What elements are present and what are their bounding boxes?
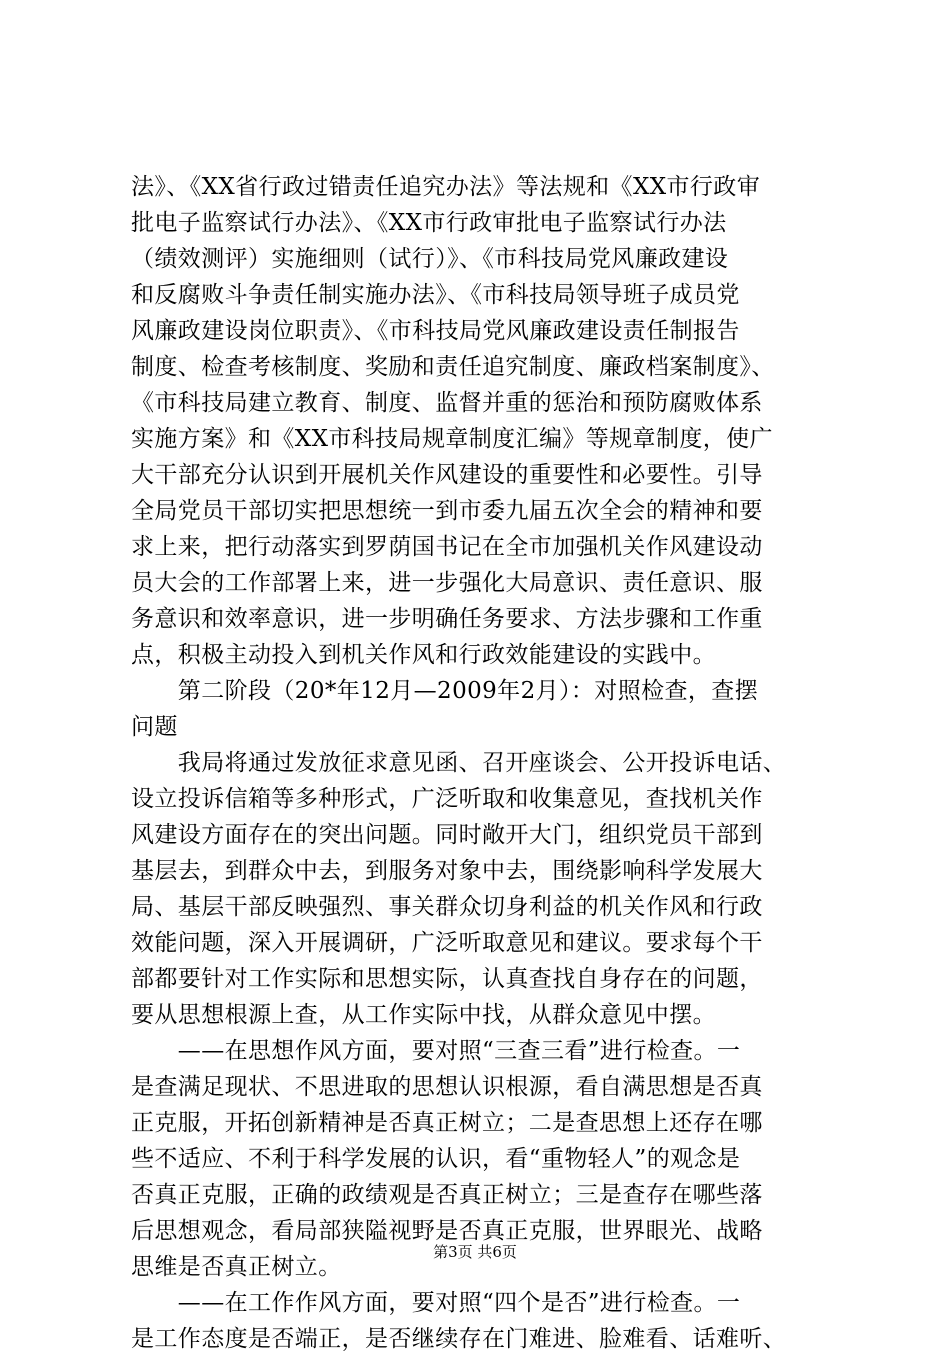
- text-line: 否真正克服，正确的政绩观是否真正树立；三是查存在哪些落: [131, 1182, 763, 1208]
- text-line: 实施方案》和《XX市科技局规章制度汇编》等规章制度，使广: [131, 426, 773, 452]
- text-line: 风廉政建设岗位职责》、《市科技局党风廉政建设责任制报告: [131, 318, 740, 344]
- text-line: 风建设方面存在的突出问题。同时敞开大门，组织党员干部到: [131, 822, 763, 848]
- text-line: 些不适应、不利于科学发展的认识，看“重物轻人”的观念是: [131, 1146, 741, 1172]
- text-line: 是工作态度是否端正，是否继续存在门难进、脸难看、话难听、: [131, 1326, 787, 1352]
- text-line: ——在工作作风方面，要对照“四个是否”进行检查。一: [131, 1290, 741, 1316]
- text-line: 批电子监察试行办法》、《XX市行政审批电子监察试行办法: [131, 210, 727, 236]
- text-line: ——在思想作风方面，要对照“三查三看”进行检查。一: [131, 1038, 741, 1064]
- text-line: 基层去，到群众中去，到服务对象中去，围绕影响科学发展大: [131, 858, 763, 884]
- section-heading-line: 第二阶段（20*年12月—2009年2月）：对照检查，查摆: [131, 678, 759, 704]
- text-line: 全局党员干部切实把思想统一到市委九届五次全会的精神和要: [131, 498, 763, 524]
- text-line: （绩效测评）实施细则（试行）》、《市科技局党风廉政建设: [131, 246, 729, 272]
- text-line: 和反腐败斗争责任制实施办法》、《市科技局领导班子成员党: [131, 282, 740, 308]
- text-line: 部都要针对工作实际和思想实际，认真查找自身存在的问题，: [131, 966, 763, 992]
- text-line: 后思想观念，看局部狭隘视野是否真正克服，世界眼光、战略: [131, 1218, 763, 1244]
- page-number-footer: 第3页 共6页: [433, 1243, 517, 1261]
- text-line: 求上来，把行动落实到罗荫国书记在全市加强机关作风建设动: [131, 534, 763, 560]
- text-line: 正克服，开拓创新精神是否真正树立；二是查思想上还存在哪: [131, 1110, 763, 1136]
- text-line: 思维是否真正树立。: [131, 1254, 342, 1280]
- text-line: 效能问题，深入开展调研，广泛听取意见和建议。要求每个干: [131, 930, 763, 956]
- text-line: 《市科技局建立教育、制度、监督并重的惩治和预防腐败体系: [131, 390, 763, 416]
- text-line: 局、基层干部反映强烈、事关群众切身利益的机关作风和行政: [131, 894, 763, 920]
- body-text: [131, 169, 836, 1357]
- text-line: 大干部充分认识到开展机关作风建设的重要性和必要性。引导: [131, 462, 763, 488]
- text-line: 点，积极主动投入到机关作风和行政效能建设的实践中。: [131, 642, 716, 668]
- text-line: 我局将通过发放征求意见函、召开座谈会、公开投诉电话、: [131, 750, 787, 776]
- text-line: 法》、《XX省行政过错责任追究办法》等法规和《XX市行政审: [131, 174, 761, 200]
- text-line: 要从思想根源上查，从工作实际中找，从群众意见中摆。: [131, 1002, 716, 1028]
- text-line: 员大会的工作部署上来，进一步强化大局意识、责任意识、服: [131, 570, 763, 596]
- text-line: 是查满足现状、不思进取的思想认识根源，看自满思想是否真: [131, 1074, 763, 1100]
- text-line: 制度、检查考核制度、奖励和责任追究制度、廉政档案制度》、: [131, 354, 775, 380]
- section-heading-line: 问题: [131, 714, 178, 740]
- text-line: 设立投诉信箱等多种形式，广泛听取和收集意见，查找机关作: [131, 786, 763, 812]
- text-line: 务意识和效率意识，进一步明确任务要求、方法步骤和工作重: [131, 606, 763, 632]
